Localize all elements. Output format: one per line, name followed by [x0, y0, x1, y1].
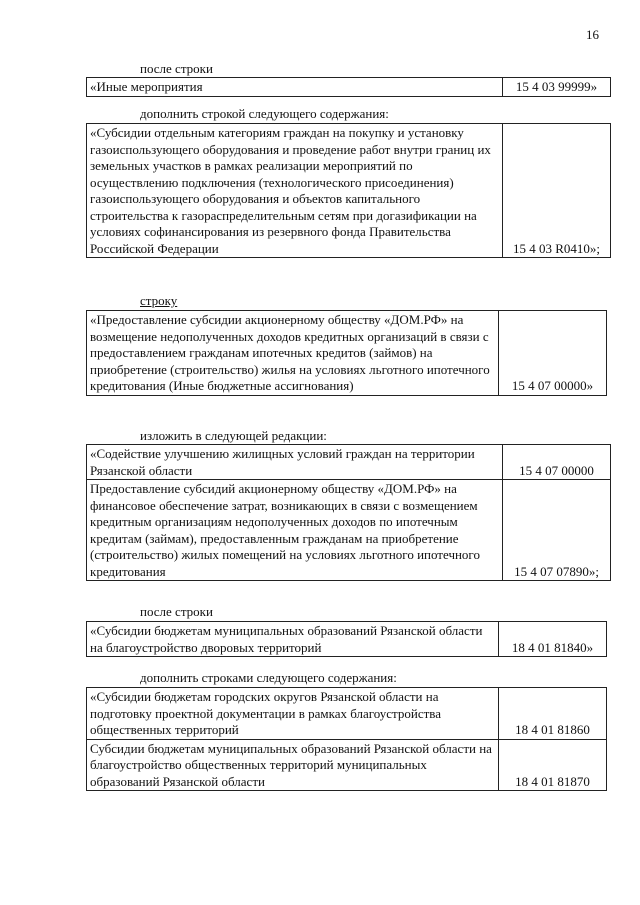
instruction-after-row: после строки [140, 604, 213, 619]
table-block-5 [86, 621, 607, 657]
row-code: 15 4 07 00000 [503, 445, 611, 480]
row-name: Предоставление субсидий акционерному обществу «ДОМ.РФ» на финансовое обеспечение затрат, возникающих в связи с возмещением кредитным организациям недополученных доходов по ипотечным кредитам (займам), предоставленным гражданам на приобретение (строительство) жилых помещений на условиях льготного ипотечного кредитования [87, 480, 503, 581]
table-block-6 [86, 687, 607, 791]
instruction-restate: изложить в следующей редакции: [140, 428, 327, 443]
table-row [87, 311, 607, 396]
table-row [87, 688, 607, 740]
row-code: 15 4 03 99999» [503, 78, 611, 97]
table-block-1 [86, 77, 611, 97]
page-number: 16 [586, 27, 599, 42]
instruction-after-row: после строки [140, 61, 213, 76]
row-code: 15 4 07 07890»; [503, 480, 611, 581]
row-name: «Иные мероприятия [87, 78, 503, 97]
row-code: 15 4 03 R0410»; [503, 124, 611, 258]
table-row [87, 480, 611, 581]
table-block-3 [86, 310, 607, 396]
instruction-row-label: строку [140, 293, 178, 308]
table-row [87, 124, 611, 258]
table-row [87, 739, 607, 791]
table-block-2 [86, 123, 611, 258]
row-code: 18 4 01 81840» [499, 622, 607, 657]
row-name: Субсидии бюджетам муниципальных образований Рязанской области на благоустройство общественных территорий муниципальных образований Рязанской области [87, 739, 499, 791]
table-block-4 [86, 444, 611, 581]
row-name: «Субсидии отдельным категориям граждан на покупку и установку газоиспользующего оборудования и проведение работ внутри границ их земельных участков в рамках реализации мероприятий по осуществлению подключения (технологического присоединения) газоиспользующего оборудования и объектов капитального строительства к газораспределительным сетям при догазификации на условиях софинансирования из резервного фонда Правительства Российской Федерации [87, 124, 503, 258]
table-row [87, 622, 607, 657]
row-code: 18 4 01 81860 [499, 688, 607, 740]
row-name: «Субсидии бюджетам муниципальных образований Рязанской области на благоустройство дворовых территорий [87, 622, 499, 657]
row-name: «Субсидии бюджетам городских округов Рязанской области на подготовку проектной документации в рамках благоустройства общественных территорий [87, 688, 499, 740]
instruction-add-rows: дополнить строками следующего содержания: [140, 670, 397, 685]
row-code: 18 4 01 81870 [499, 739, 607, 791]
instruction-add-row: дополнить строкой следующего содержания: [140, 106, 389, 121]
row-name: «Предоставление субсидии акционерному обществу «ДОМ.РФ» на возмещение недополученных доходов кредитных организаций в связи с предоставлением гражданам ипотечных кредитов (займов) на приобретение (строительство) жилья на условиях льготного ипотечного кредитования (Иные бюджетные ассигнования) [87, 311, 499, 396]
row-name: «Содействие улучшению жилищных условий граждан на территории Рязанской области [87, 445, 503, 480]
table-row [87, 445, 611, 480]
table-row [87, 78, 611, 97]
row-code: 15 4 07 00000» [499, 311, 607, 396]
